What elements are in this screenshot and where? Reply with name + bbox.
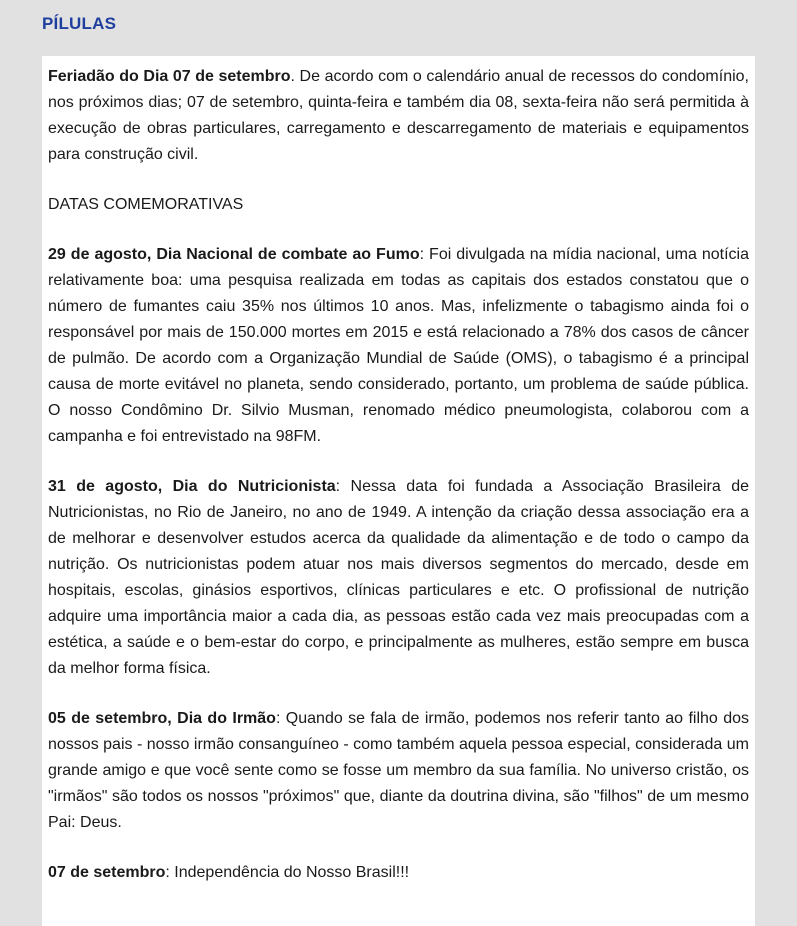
holiday-notice-lead: Feriadão do Dia 07 de setembro <box>48 68 291 85</box>
date-item-nutritionist <box>48 474 749 682</box>
holiday-notice-text: . De acordo com o calendário anual de recessos do condomínio, nos próximos dias; 07 de setembro, quinta-feira e também dia 08, sexta-feira não será permitida à execução de obras particulares, carregamento e descarregamento de materiais e equipamentos para construção civil. <box>48 68 749 163</box>
date-item-brother <box>48 706 749 836</box>
date-item-text: : Nessa data foi fundada a Associação Brasileira de Nutricionistas, no Rio de Janeiro, no ano de 1949. A intenção da criação dessa associação era a de melhorar e desenvolver estudos acerca da qualidade da alimentação e de todo o campo da nutrição. Os nutricionistas podem atuar nos mais diversos segmentos do mercado, desde em hospitais, escolas, ginásios esportivos, clínicas particulares e etc. O profissional de nutrição adquire uma importância maior a cada dia, as pessoas estão cada vez mais preocupadas com a estética, a saúde e o bem-estar do corpo, e principalmente as mulheres, estão sempre em busca da melhor forma física. <box>48 478 749 677</box>
date-item-smoking <box>48 242 749 450</box>
date-item-lead: 29 de agosto, Dia Nacional de combate ao Fumo <box>48 246 420 263</box>
date-item-lead: 07 de setembro <box>48 864 166 881</box>
section-title: PÍLULAS <box>42 14 117 33</box>
date-item-lead: 05 de setembro, Dia do Irmão <box>48 710 276 727</box>
date-item-text: : Independência do Nosso Brasil!!! <box>165 864 410 881</box>
date-item-text: : Foi divulgada na mídia nacional, uma notícia relativamente boa: uma pesquisa realizada em todas as capitais dos estados constatou que o número de fumantes caiu 35% nos últimos 10 anos. Mas, infelizmente o tabagismo ainda foi o responsável por mais de 150.000 mortes em 2015 e está relacionado a 78% dos casos de câncer de pulmão. De acordo com a Organização Mundial de Saúde (OMS), o tabagismo é a principal causa de morte evitável no planeta, sendo considerado, portanto, um problema de saúde pública. O nosso Condômino Dr. Silvio Musman, renomado médico pneumologista, colaborou com a campanha e foi entrevistado na 98FM. <box>48 246 749 445</box>
date-item-independence <box>48 860 749 886</box>
date-item-lead: 31 de agosto, Dia do Nutricionista <box>48 478 336 495</box>
dates-heading: DATAS COMEMORATIVAS <box>48 196 244 213</box>
content-card <box>42 56 755 926</box>
holiday-notice <box>48 64 749 168</box>
date-item-text: : Quando se fala de irmão, podemos nos referir tanto ao filho dos nossos pais - nosso irmão consanguíneo - como também aquela pessoa especial, considerada um grande amigo e que você sente como se fosse um membro da sua família. No universo cristão, os "irmãos" são todos os nossos "próximos" que, diante da doutrina divina, são "filhos" de um mesmo Pai: Deus. <box>48 710 749 831</box>
